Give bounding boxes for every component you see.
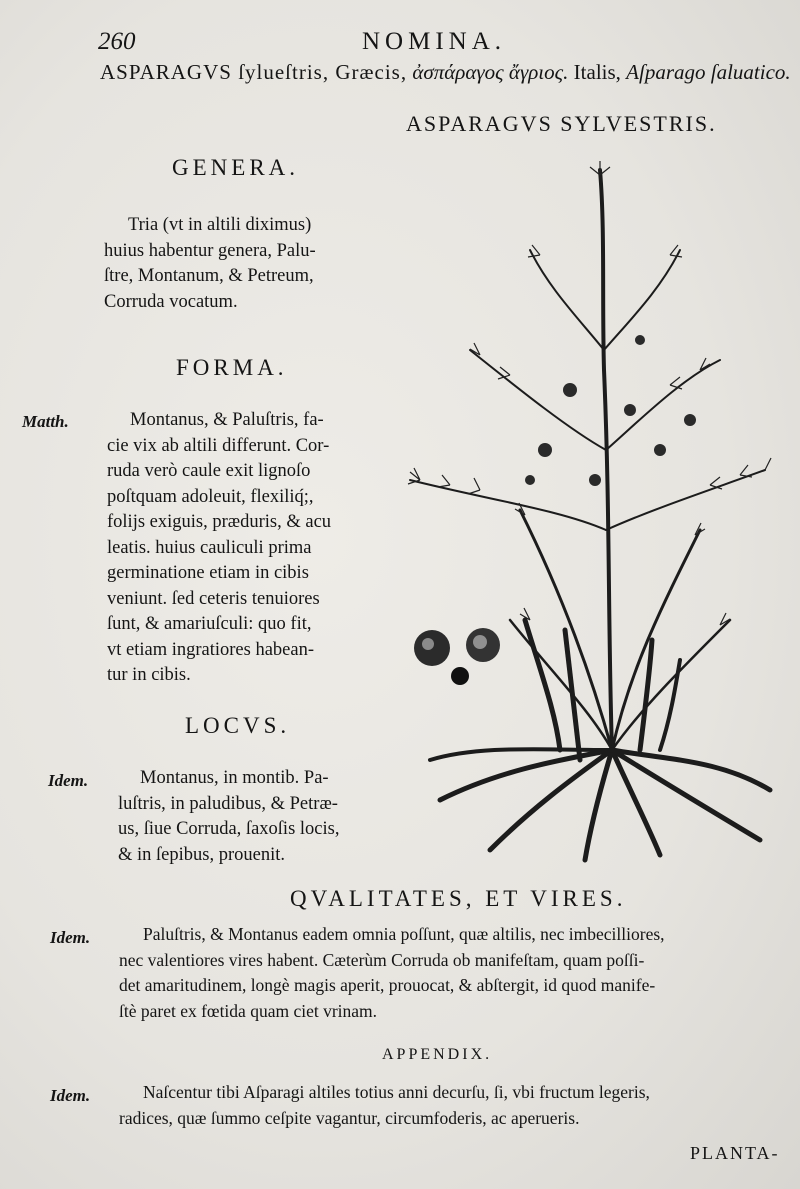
text-line: Corruda vocatum. [104, 291, 238, 312]
italian-name: Aſparago ſaluatico. [626, 60, 791, 84]
forma-paragraph [107, 408, 332, 689]
text-line: poſtquam adoleuit, flexiliq́;, [107, 486, 314, 507]
genera-paragraph [104, 213, 316, 315]
margin-note-forma: Matth. [22, 412, 69, 431]
text-line: leatis. huius cauliculi prima [107, 537, 312, 558]
section-heading-appendix: APPENDIX. [382, 1046, 493, 1063]
text-line: radices, quæ ſummo ceſpite vagantur, circumfoderis, ac aperueris. [119, 1107, 580, 1128]
text-line: Tria (vt in altili diximus) [128, 215, 312, 235]
italian-label: Italis, [573, 60, 621, 84]
text-line: luſtris, in paludibus, & Petræ- [118, 793, 338, 814]
plant-names-line [100, 60, 791, 85]
text-line: ruda verò caule exit lignoſo [107, 461, 311, 481]
section-heading-genera: GENERA. [172, 155, 300, 180]
text-line: germinatione etiam in cibis [107, 563, 309, 583]
margin-note-locus: Idem. [48, 771, 89, 790]
text-line: Naſcentur tibi Aſparagi altiles totius anni decurſu, ſi, vbi fructum legeris, [143, 1082, 650, 1102]
text-line: veniunt. ſed ceteris tenuiores [107, 588, 320, 609]
figure-title: ASPARAGVS SYLVESTRIS. [406, 111, 717, 136]
appendix-paragraph [119, 1080, 650, 1131]
margin-note-qualitates: Idem. [50, 928, 91, 947]
text-line: us, ſiue Corruda, ſaxoſis locis, [118, 819, 340, 839]
section-heading-locus: LOCVS. [185, 713, 291, 738]
text-line: Montanus, in montib. Pa- [140, 768, 329, 788]
latin-name: ASPARAGVS ſylueſtris, Græcis, [100, 60, 408, 84]
catchword: PLANTA- [690, 1143, 780, 1163]
locus-paragraph [118, 766, 340, 868]
running-head: NOMINA. [362, 28, 507, 55]
text-line: Paluſtris, & Montanus eadem omnia poſſunt, quæ altilis, nec imbecilliores, [143, 924, 665, 944]
asparagus-woodcut-illustration [380, 150, 780, 870]
qualitates-paragraph [119, 922, 665, 1024]
section-heading-forma: FORMA. [176, 355, 288, 380]
margin-note-appendix: Idem. [50, 1086, 91, 1105]
text-line: tur in cibis. [107, 665, 191, 685]
text-line: ſtre, Montanum, & Petreum, [104, 266, 314, 286]
text-line: ſtè paret ex fœtida quam ciet vrinam. [119, 1000, 378, 1021]
text-line: folijs exiguis, præduris, & acu [107, 512, 332, 532]
text-line: huius habentur genera, Palu- [104, 240, 316, 261]
text-line: Montanus, & Paluſtris, fa- [130, 410, 324, 430]
greek-name: ἀσπάραγος ἄγριος. [412, 60, 569, 84]
berries-detail [414, 628, 500, 685]
text-line: det amaritudinem, longè magis aperit, prouocat, & abſtergit, id quod manife- [119, 975, 656, 995]
text-line: ſunt, & amariuſculi: quo fit, [107, 614, 312, 634]
text-line: vt etiam ingratiores habean- [107, 639, 315, 660]
text-line: cie vix ab altili differunt. Cor- [107, 435, 330, 456]
text-line: & in ſepibus, prouenit. [118, 844, 285, 865]
page-number: 260 [98, 28, 136, 55]
section-heading-qualitates: QVALITATES, ET VIRES. [290, 886, 627, 911]
text-line: nec valentiores vires habent. Cæterùm Corruda ob manifeſtam, quam poſſi- [119, 949, 645, 970]
